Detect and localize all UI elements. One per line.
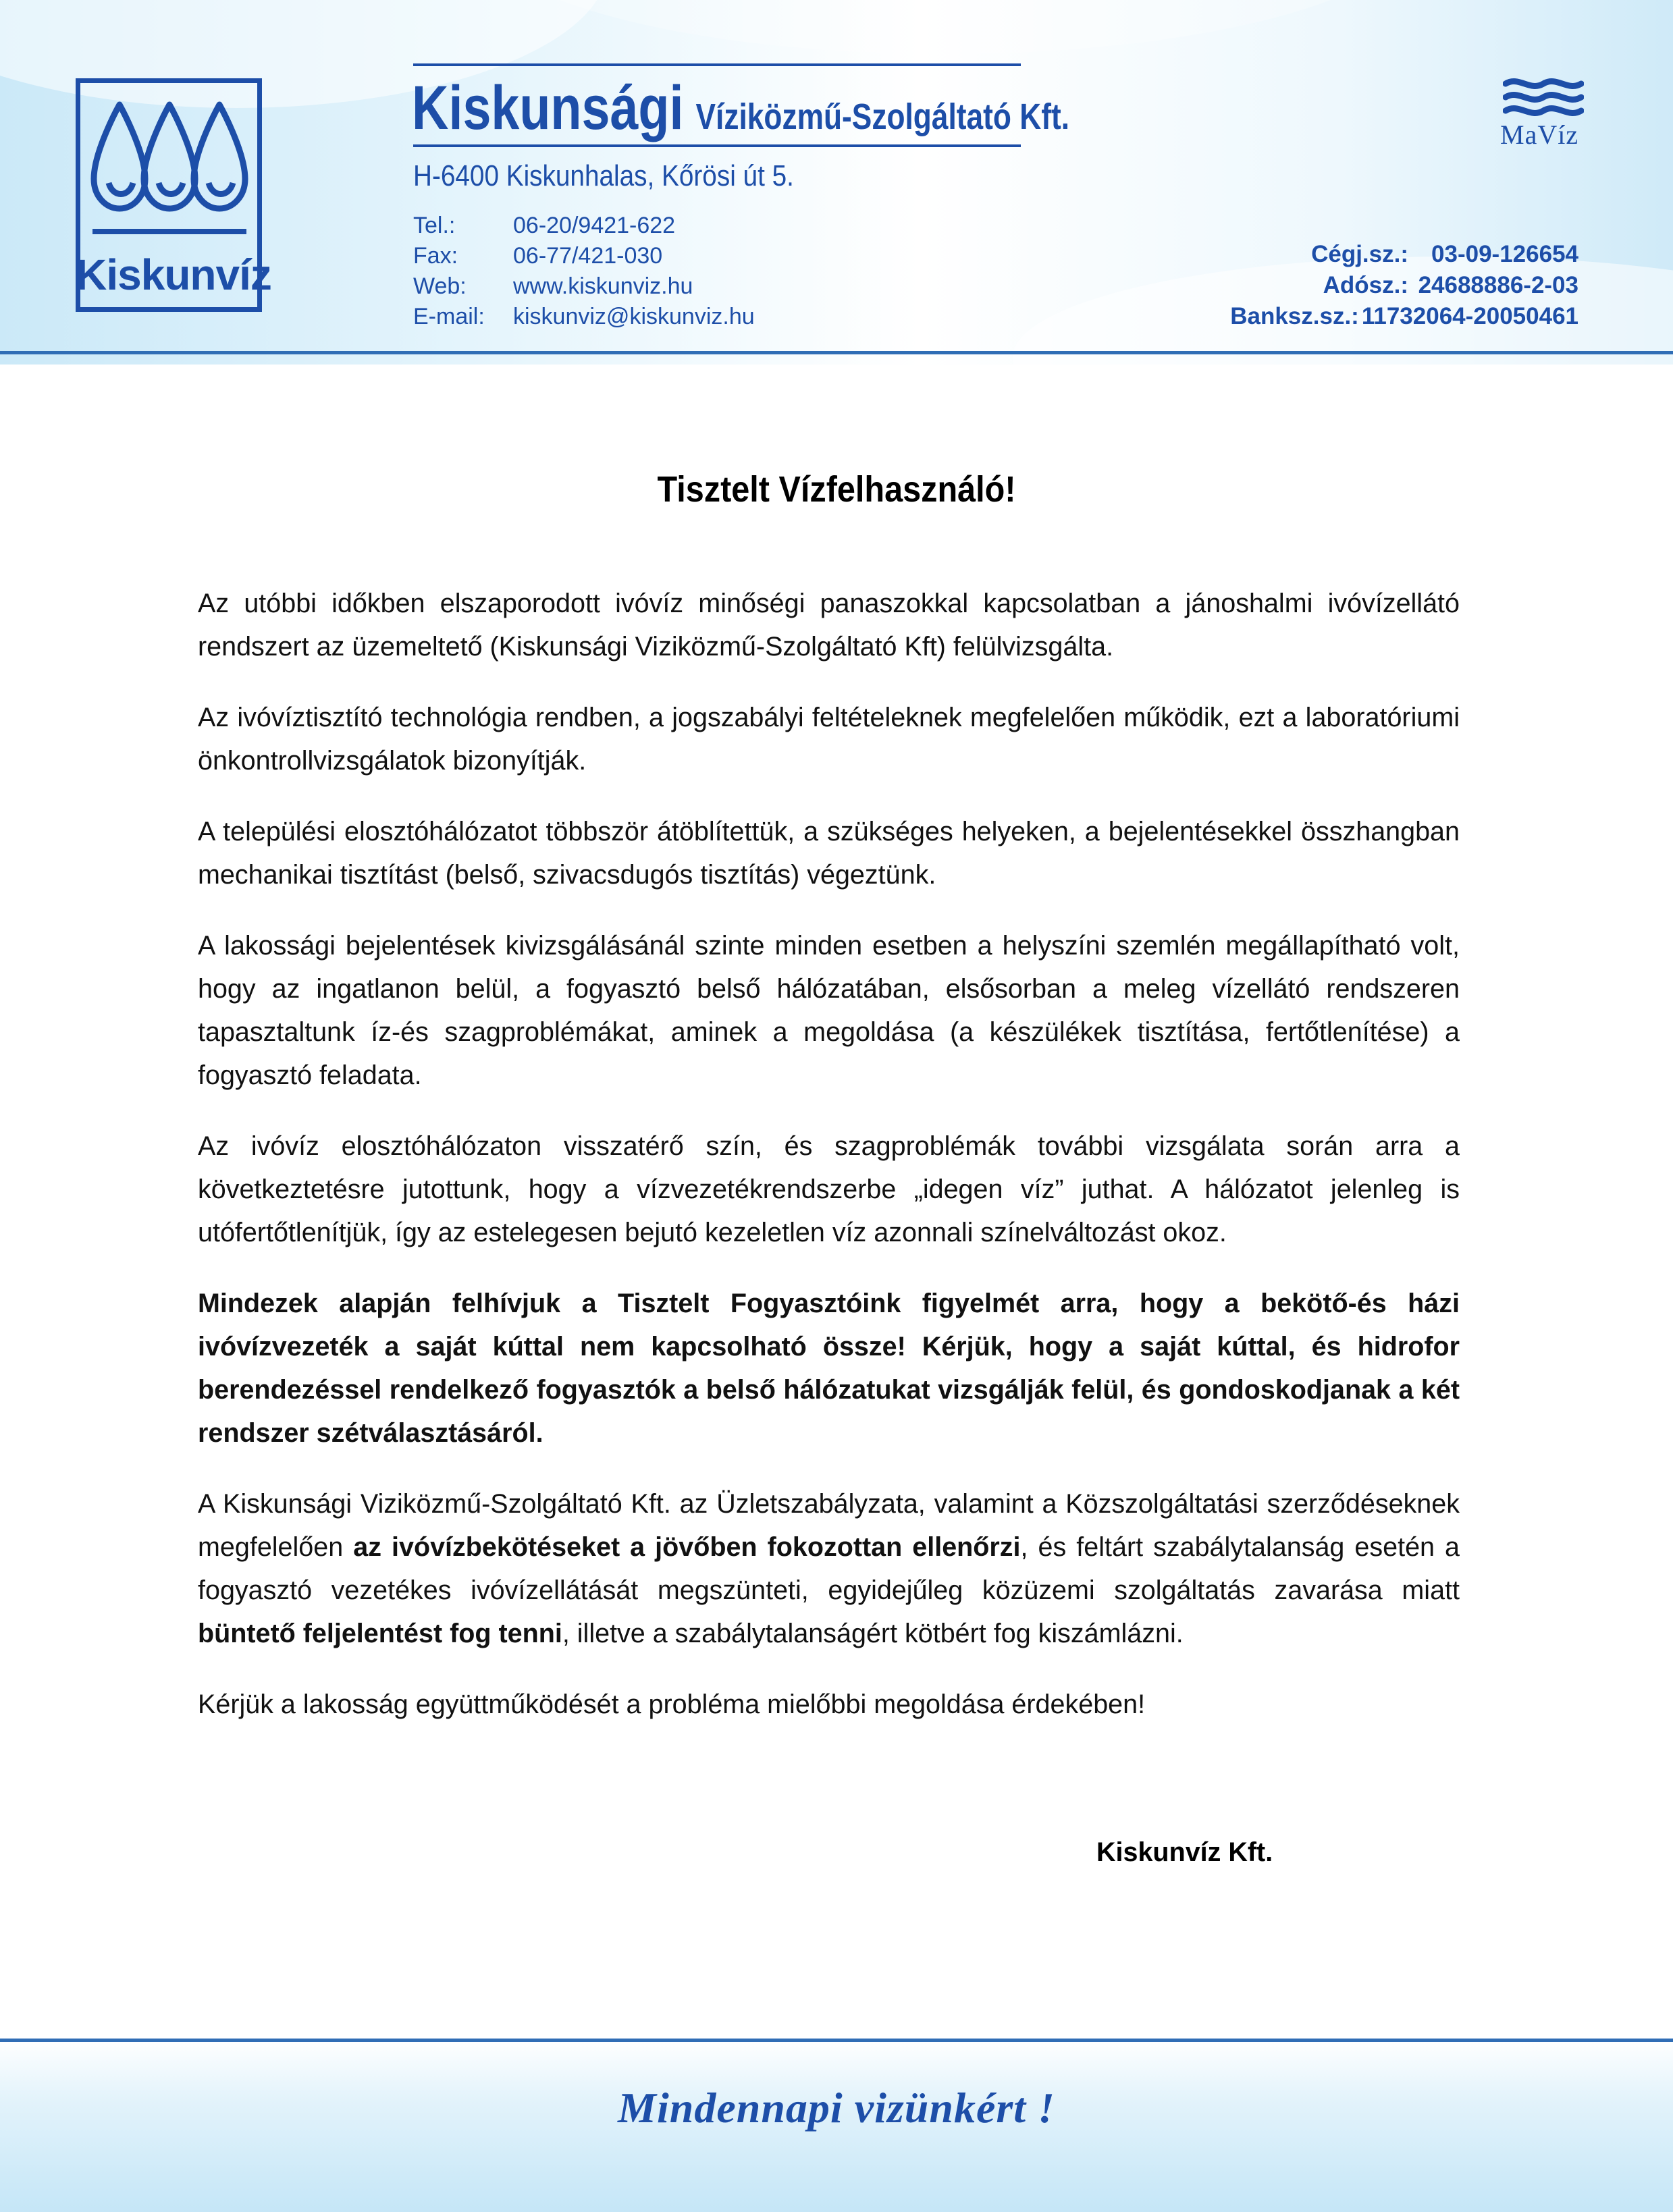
company-rule-top <box>413 63 1021 66</box>
mav-logo-text: MaVíz <box>1500 119 1579 150</box>
registry-label: Adósz.: <box>1323 272 1408 298</box>
contact-label: Tel.: <box>413 213 456 238</box>
mav-waves-icon <box>1503 77 1584 120</box>
letter-title: Tisztelt Vízfelhasználó! <box>657 469 1016 510</box>
contact-row-email <box>413 302 755 332</box>
contact-row-fax <box>413 241 755 271</box>
text-run: , és feltárt szabálytalanság esetén a fogyasztó vezetékes ivóvízellátását megszünteti, egyidejűleg közüzemi szolgáltatás zavarása miatt <box>198 1532 1460 1605</box>
contact-label: Fax: <box>413 243 458 269</box>
registry-block <box>1230 239 1578 332</box>
registry-label: Cégj.sz.: <box>1311 241 1408 267</box>
bold-notice-paragraph: Mindezek alapján felhívjuk a Tisztelt Fogyasztóink figyelmét arra, hogy a bekötő-és házi ivóvízvezeték a saját kúttal nem kapcsolható össze! Kérjük, hogy a saját kúttal, és hidrofor berendezéssel rendelkező fogyasztók a belső hálózatukat vizsgálják felül, és gondoskodjanak a két rendszer szétválasztásáról. <box>198 1289 1460 1448</box>
company-name-main: Kiskunsági <box>412 74 684 142</box>
logo-wordmark: Kiskunvíz <box>76 250 271 299</box>
paragraph: Kérjük a lakosság együttműködését a probléma mielőbbi megoldása érdekében! <box>198 1690 1146 1719</box>
contact-block <box>413 211 755 332</box>
registry-value: 24688886-2-03 <box>1418 272 1578 298</box>
text-run: , illetve a szabálytalanságért kötbért fog kiszámlázni. <box>562 1619 1184 1648</box>
paragraph: Az ivóvíztisztító technológia rendben, a jogszabályi feltételeknek megfelelően működik, ezt a laboratóriumi önkontrollvizsgálatok bizonyítják. <box>198 703 1460 776</box>
water-drops-icon <box>90 97 249 252</box>
contact-value: www.kiskunviz.hu <box>513 273 693 299</box>
letter-body <box>198 582 1460 1754</box>
paragraph <box>198 1482 1460 1655</box>
registry-row-bank <box>1230 301 1578 332</box>
contact-label: Web: <box>413 273 467 299</box>
paragraph: A lakossági bejelentések kivizsgálásánál szinte minden esetben a helyszíni szemlén megállapítható volt, hogy az ingatlanon belül, a fogyasztó belső hálózatában, elsősorban a meleg vízellátó rendszeren tapasztaltunk íz-és szagproblémákat, aminek a megoldása (a készülékek tisztítása, fertőtlenítése) a fogyasztó feladata. <box>198 931 1460 1090</box>
contact-value: 06-20/9421-622 <box>513 213 676 238</box>
paragraph: Az utóbbi időkben elszaporodott ivóvíz minőségi panaszokkal kapcsolatban a jánoshalmi ivóvízellátó rendszert az üzemeltető (Kiskunsági Viziközmű-Szolgáltató Kft) felülvizsgálta. <box>198 589 1460 662</box>
paragraph: A települési elosztóhálózatot többször átöblítettük, a szükséges helyeken, a bejelentésekkel összhangban mechanikai tisztítást (belső, szivacsdugós tisztítás) végeztünk. <box>198 817 1460 890</box>
paragraph: Az ivóvíz elosztóhálózaton visszatérő szín, és szagproblémák további vizsgálata során arra a következtetésre jutottunk, hogy a vízvezetékrendszerbe „idegen víz” juthat. A hálózatot jelenleg is utófertőtlenítjük, így az estelegesen bejutó kezeletlen víz azonnali színelváltozást okoz. <box>198 1131 1460 1247</box>
contact-row-tel <box>413 211 755 241</box>
footer-slogan: Mindennapi vizünkért ! <box>618 2084 1055 2132</box>
contact-value: 06-77/421-030 <box>513 243 663 269</box>
company-rule-bottom <box>413 144 1021 147</box>
signature: Kiskunvíz Kft. <box>1096 1837 1273 1867</box>
registry-label: Banksz.sz.: <box>1230 303 1359 329</box>
company-address: H-6400 Kiskunhalas, Kőrösi út 5. <box>413 159 794 192</box>
registry-value: 03-09-126654 <box>1431 241 1578 267</box>
header-divider <box>0 351 1673 354</box>
contact-value: kiskunviz@kiskunviz.hu <box>513 304 755 329</box>
company-name <box>412 73 1069 144</box>
registry-row-company <box>1230 239 1578 270</box>
registry-value: 11732064-20050461 <box>1361 303 1578 329</box>
text-run: A Kiskunsági Viziközmű-Szolgáltató Kft. az Üzletszabályzata, valamint a Közszolgáltatási szerződéseknek megfelelően <box>198 1489 1460 1562</box>
contact-label: E-mail: <box>413 304 485 329</box>
contact-row-web <box>413 271 755 302</box>
emphasis: az ivóvízbekötéseket a jövőben fokozottan ellenőrzi <box>353 1532 1021 1562</box>
registry-row-tax <box>1230 270 1578 301</box>
footer-divider <box>0 2039 1673 2042</box>
background-swirl <box>473 0 1418 54</box>
company-name-suffix: Víziközmű-Szolgáltató Kft. <box>695 97 1070 137</box>
emphasis: büntető feljelentést fog tenni <box>198 1619 562 1648</box>
